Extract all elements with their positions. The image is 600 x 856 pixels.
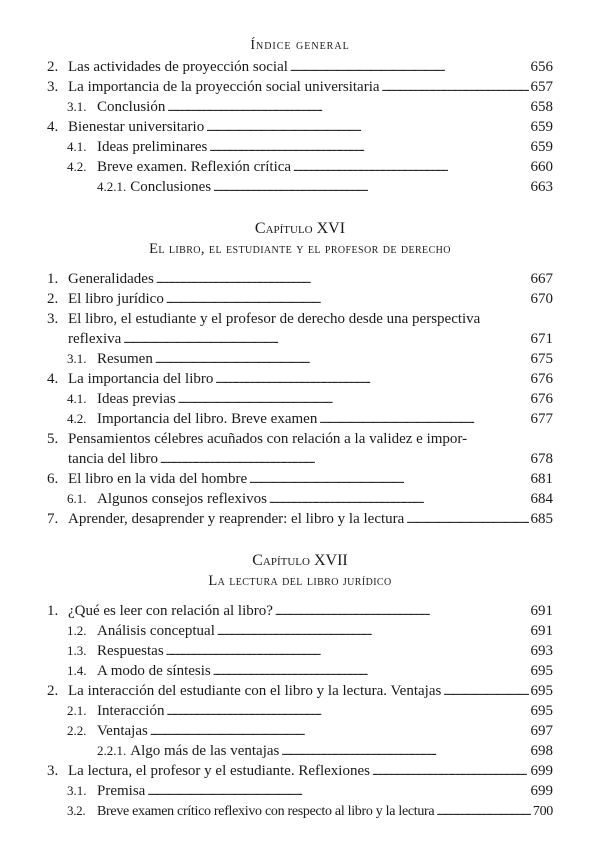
entry-title: Resumen [97, 351, 153, 367]
toc-entry[interactable] [47, 601, 553, 621]
entry-title: Breve examen crítico reflexivo con respecto al libro y la lectura [97, 804, 435, 819]
toc-entry-line [47, 761, 553, 781]
entry-number: 2.2.1. [97, 743, 127, 758]
chapter-heading [0, 218, 600, 260]
toc-entry[interactable] [47, 489, 553, 509]
toc-entry-line [47, 157, 553, 177]
toc-entry[interactable] [47, 741, 553, 761]
entry-title: La importancia del libro [68, 371, 214, 387]
dot-leader [269, 489, 529, 510]
toc-entry[interactable] [47, 509, 553, 529]
toc-entry[interactable] [47, 681, 553, 701]
dot-leader [166, 641, 529, 662]
entry-number: 2. [47, 291, 59, 307]
entry-number: 4.2.1. [97, 179, 127, 194]
toc-entry-line [47, 409, 553, 429]
entry-page-number: 657 [530, 79, 553, 95]
dot-leader [156, 269, 529, 290]
toc-entry-line [47, 429, 553, 449]
entry-page-number: 691 [530, 623, 553, 639]
entry-page-number: 697 [530, 723, 553, 739]
toc-entry-line [47, 177, 553, 197]
toc-entry[interactable] [47, 177, 553, 197]
entry-page-number: 681 [530, 471, 553, 487]
entry-title: Interacción [97, 703, 165, 719]
dot-leader [209, 137, 528, 158]
entry-page-number: 663 [530, 179, 553, 195]
entry-number: 1.3. [67, 643, 87, 658]
entry-title: La importancia de la proyección social universitaria [68, 79, 380, 95]
dot-leader [319, 409, 528, 430]
entry-number: 1. [47, 271, 59, 287]
dot-leader [293, 157, 528, 178]
dot-leader [290, 57, 529, 78]
toc-entry-line [47, 781, 553, 801]
toc-entry[interactable] [47, 389, 553, 409]
toc-entry[interactable] [47, 369, 553, 389]
toc-entry-line [47, 701, 553, 721]
chapter-title: El libro, el estudiante y el profesor de derecho [149, 241, 451, 257]
entry-title: Respuestas [97, 643, 164, 659]
chapter-heading [0, 550, 600, 592]
toc-entry-line [47, 309, 553, 329]
entry-page-number: 695 [530, 703, 553, 719]
toc-entry[interactable] [47, 97, 553, 117]
entry-page-number: 676 [530, 371, 553, 387]
dot-leader [382, 77, 529, 98]
entry-title: La interacción del estudiante con el libro y la lectura. Ventajas [68, 683, 442, 699]
toc-entry-line [47, 681, 553, 701]
entry-title: Ideas previas [97, 391, 176, 407]
entry-title: Conclusión [97, 99, 166, 115]
entry-page-number: 695 [530, 683, 553, 699]
toc-entry-line [47, 741, 553, 761]
toc-entry[interactable] [47, 701, 553, 721]
dot-leader [123, 329, 528, 350]
toc-entry[interactable] [47, 117, 553, 137]
dot-leader [249, 469, 528, 490]
entry-number: 6.1. [67, 491, 87, 506]
toc-entry[interactable] [47, 309, 553, 349]
dot-leader [372, 761, 529, 782]
dot-leader [213, 661, 529, 682]
entry-page-number: 684 [530, 491, 553, 507]
entry-title-continued: tancia del libro [68, 451, 158, 467]
dot-leader [217, 621, 529, 642]
chapter-number: Capítulo XVII [252, 552, 348, 569]
entry-title: Breve examen. Reflexión crítica [97, 159, 292, 175]
entry-title: El libro, el estudiante y el profesor de derecho desde una perspectiva [68, 311, 481, 327]
toc-entry-line [47, 97, 553, 117]
toc-entry[interactable] [47, 429, 553, 469]
toc-entry-line [47, 801, 553, 821]
toc-entry-line [47, 721, 553, 741]
entry-number: 4.2. [67, 411, 87, 426]
entry-page-number: 660 [530, 159, 553, 175]
entry-number: 2. [47, 59, 59, 75]
toc-entry[interactable] [47, 77, 553, 97]
toc-entry-line [47, 57, 553, 77]
entry-number: 3. [47, 311, 59, 327]
dot-leader [206, 117, 528, 138]
dot-leader [150, 721, 529, 742]
toc-entry[interactable] [47, 721, 553, 741]
toc-entry[interactable] [47, 409, 553, 429]
entry-title: Generalidades [68, 271, 154, 287]
entry-page-number: 659 [530, 139, 553, 155]
entry-title: Conclusiones [130, 179, 212, 195]
toc-entry-line [47, 661, 553, 681]
entry-page-number: 667 [530, 271, 553, 287]
entry-page-number: 698 [530, 743, 553, 759]
entry-title: Aprender, desaprender y reaprender: el libro y la lectura [68, 511, 405, 527]
toc-entry-line [47, 289, 553, 309]
toc-entry[interactable] [47, 621, 553, 641]
toc-section [47, 269, 553, 529]
entry-page-number: 676 [530, 391, 553, 407]
toc-entry-line [47, 469, 553, 489]
toc-entry[interactable] [47, 157, 553, 177]
toc-entry[interactable] [47, 57, 553, 77]
toc-entry[interactable] [47, 661, 553, 681]
entry-page-number: 699 [530, 783, 553, 799]
entry-number: 5. [47, 431, 59, 447]
toc-entry[interactable] [47, 289, 553, 309]
toc-entry-line [47, 601, 553, 621]
entry-page-number: 656 [530, 59, 553, 75]
dot-leader [436, 802, 531, 822]
toc-entry[interactable] [47, 349, 553, 369]
entry-number: 3. [47, 79, 59, 95]
entry-number: 3.2. [67, 803, 86, 818]
dot-leader [178, 389, 529, 410]
entry-title: ¿Qué es leer con relación al libro? [68, 603, 273, 619]
toc-entry-line [47, 621, 553, 641]
entry-title: Pensamientos célebres acuñados con relación a la validez e impor- [68, 431, 468, 447]
entry-title: Algunos consejos reflexivos [97, 491, 267, 507]
toc-entry-line [47, 349, 553, 369]
dot-leader [166, 289, 529, 310]
dot-leader [443, 681, 528, 702]
toc-entry-line [47, 449, 553, 469]
entry-page-number: 658 [530, 99, 553, 115]
entry-number: 6. [47, 471, 59, 487]
entry-number: 4.2. [67, 159, 87, 174]
entry-page-number: 670 [530, 291, 553, 307]
dot-leader [215, 369, 528, 390]
entry-number: 2.1. [67, 703, 87, 718]
running-header: Índice general [250, 38, 350, 53]
dot-leader [155, 349, 529, 370]
toc-entry[interactable] [47, 801, 553, 821]
entry-number: 4. [47, 119, 59, 135]
entry-page-number: 659 [530, 119, 553, 135]
toc-entry[interactable] [47, 269, 553, 289]
entry-number: 4.1. [67, 139, 87, 154]
toc-entry[interactable] [47, 781, 553, 801]
entry-title: Análisis conceptual [97, 623, 215, 639]
entry-number: 3.1. [67, 99, 87, 114]
entry-number: 4. [47, 371, 59, 387]
entry-page-number: 685 [530, 511, 553, 527]
entry-number: 4.1. [67, 391, 87, 406]
entry-title: A modo de síntesis [97, 663, 211, 679]
toc-entry-line [47, 77, 553, 97]
entry-title: Ideas preliminares [97, 139, 208, 155]
entry-number: 2.2. [67, 723, 87, 738]
toc-entry-line [47, 117, 553, 137]
chapter-title: La lectura del libro jurídico [208, 573, 392, 589]
toc-entry-line [47, 389, 553, 409]
entry-page-number: 675 [530, 351, 553, 367]
entry-title-continued: reflexiva [68, 331, 122, 347]
toc-entry[interactable] [47, 641, 553, 661]
entry-number: 3.1. [67, 351, 87, 366]
toc-section [47, 57, 553, 197]
dot-leader [213, 177, 528, 198]
toc-entry-line [47, 269, 553, 289]
dot-leader [406, 509, 528, 530]
chapter-number: Capítulo XVI [254, 220, 346, 237]
dot-leader [281, 741, 528, 762]
entry-title: Bienestar universitario [68, 119, 205, 135]
entry-page-number: 678 [530, 451, 553, 467]
entry-title: Importancia del libro. Breve examen [97, 411, 318, 427]
entry-number: 3. [47, 763, 59, 779]
entry-page-number: 700 [532, 804, 553, 819]
toc-entry-line [47, 489, 553, 509]
entry-title: La lectura, el profesor y el estudiante. Reflexiones [68, 763, 370, 779]
dot-leader [275, 601, 529, 622]
entry-page-number: 691 [530, 603, 553, 619]
entry-number: 1.2. [67, 623, 87, 638]
toc-section [47, 601, 553, 821]
dot-leader [167, 97, 528, 118]
entry-number: 1.4. [67, 663, 87, 678]
entry-title: Premisa [97, 783, 146, 799]
entry-title: Ventajas [97, 723, 148, 739]
entry-title: El libro en la vida del hombre [68, 471, 248, 487]
entry-page-number: 693 [530, 643, 553, 659]
toc-entry-line [47, 509, 553, 529]
toc-entry-line [47, 369, 553, 389]
entry-page-number: 699 [530, 763, 553, 779]
entry-title: El libro jurídico [68, 291, 164, 307]
toc-entry-line [47, 641, 553, 661]
entry-page-number: 695 [530, 663, 553, 679]
dot-leader [166, 701, 528, 722]
toc-entry[interactable] [47, 137, 553, 157]
toc-entry[interactable] [47, 761, 553, 781]
dot-leader [147, 781, 528, 802]
toc-entry-line [47, 329, 553, 349]
entry-number: 7. [47, 511, 59, 527]
entry-number: 2. [47, 683, 59, 699]
toc-entry[interactable] [47, 469, 553, 489]
dot-leader [160, 449, 529, 470]
entry-title: Algo más de las ventajas [130, 743, 280, 759]
entry-page-number: 677 [530, 411, 553, 427]
entry-number: 1. [47, 603, 59, 619]
entry-number: 3.1. [67, 783, 87, 798]
toc-entry-line [47, 137, 553, 157]
entry-page-number: 671 [530, 331, 553, 347]
entry-title: Las actividades de proyección social [68, 59, 288, 75]
